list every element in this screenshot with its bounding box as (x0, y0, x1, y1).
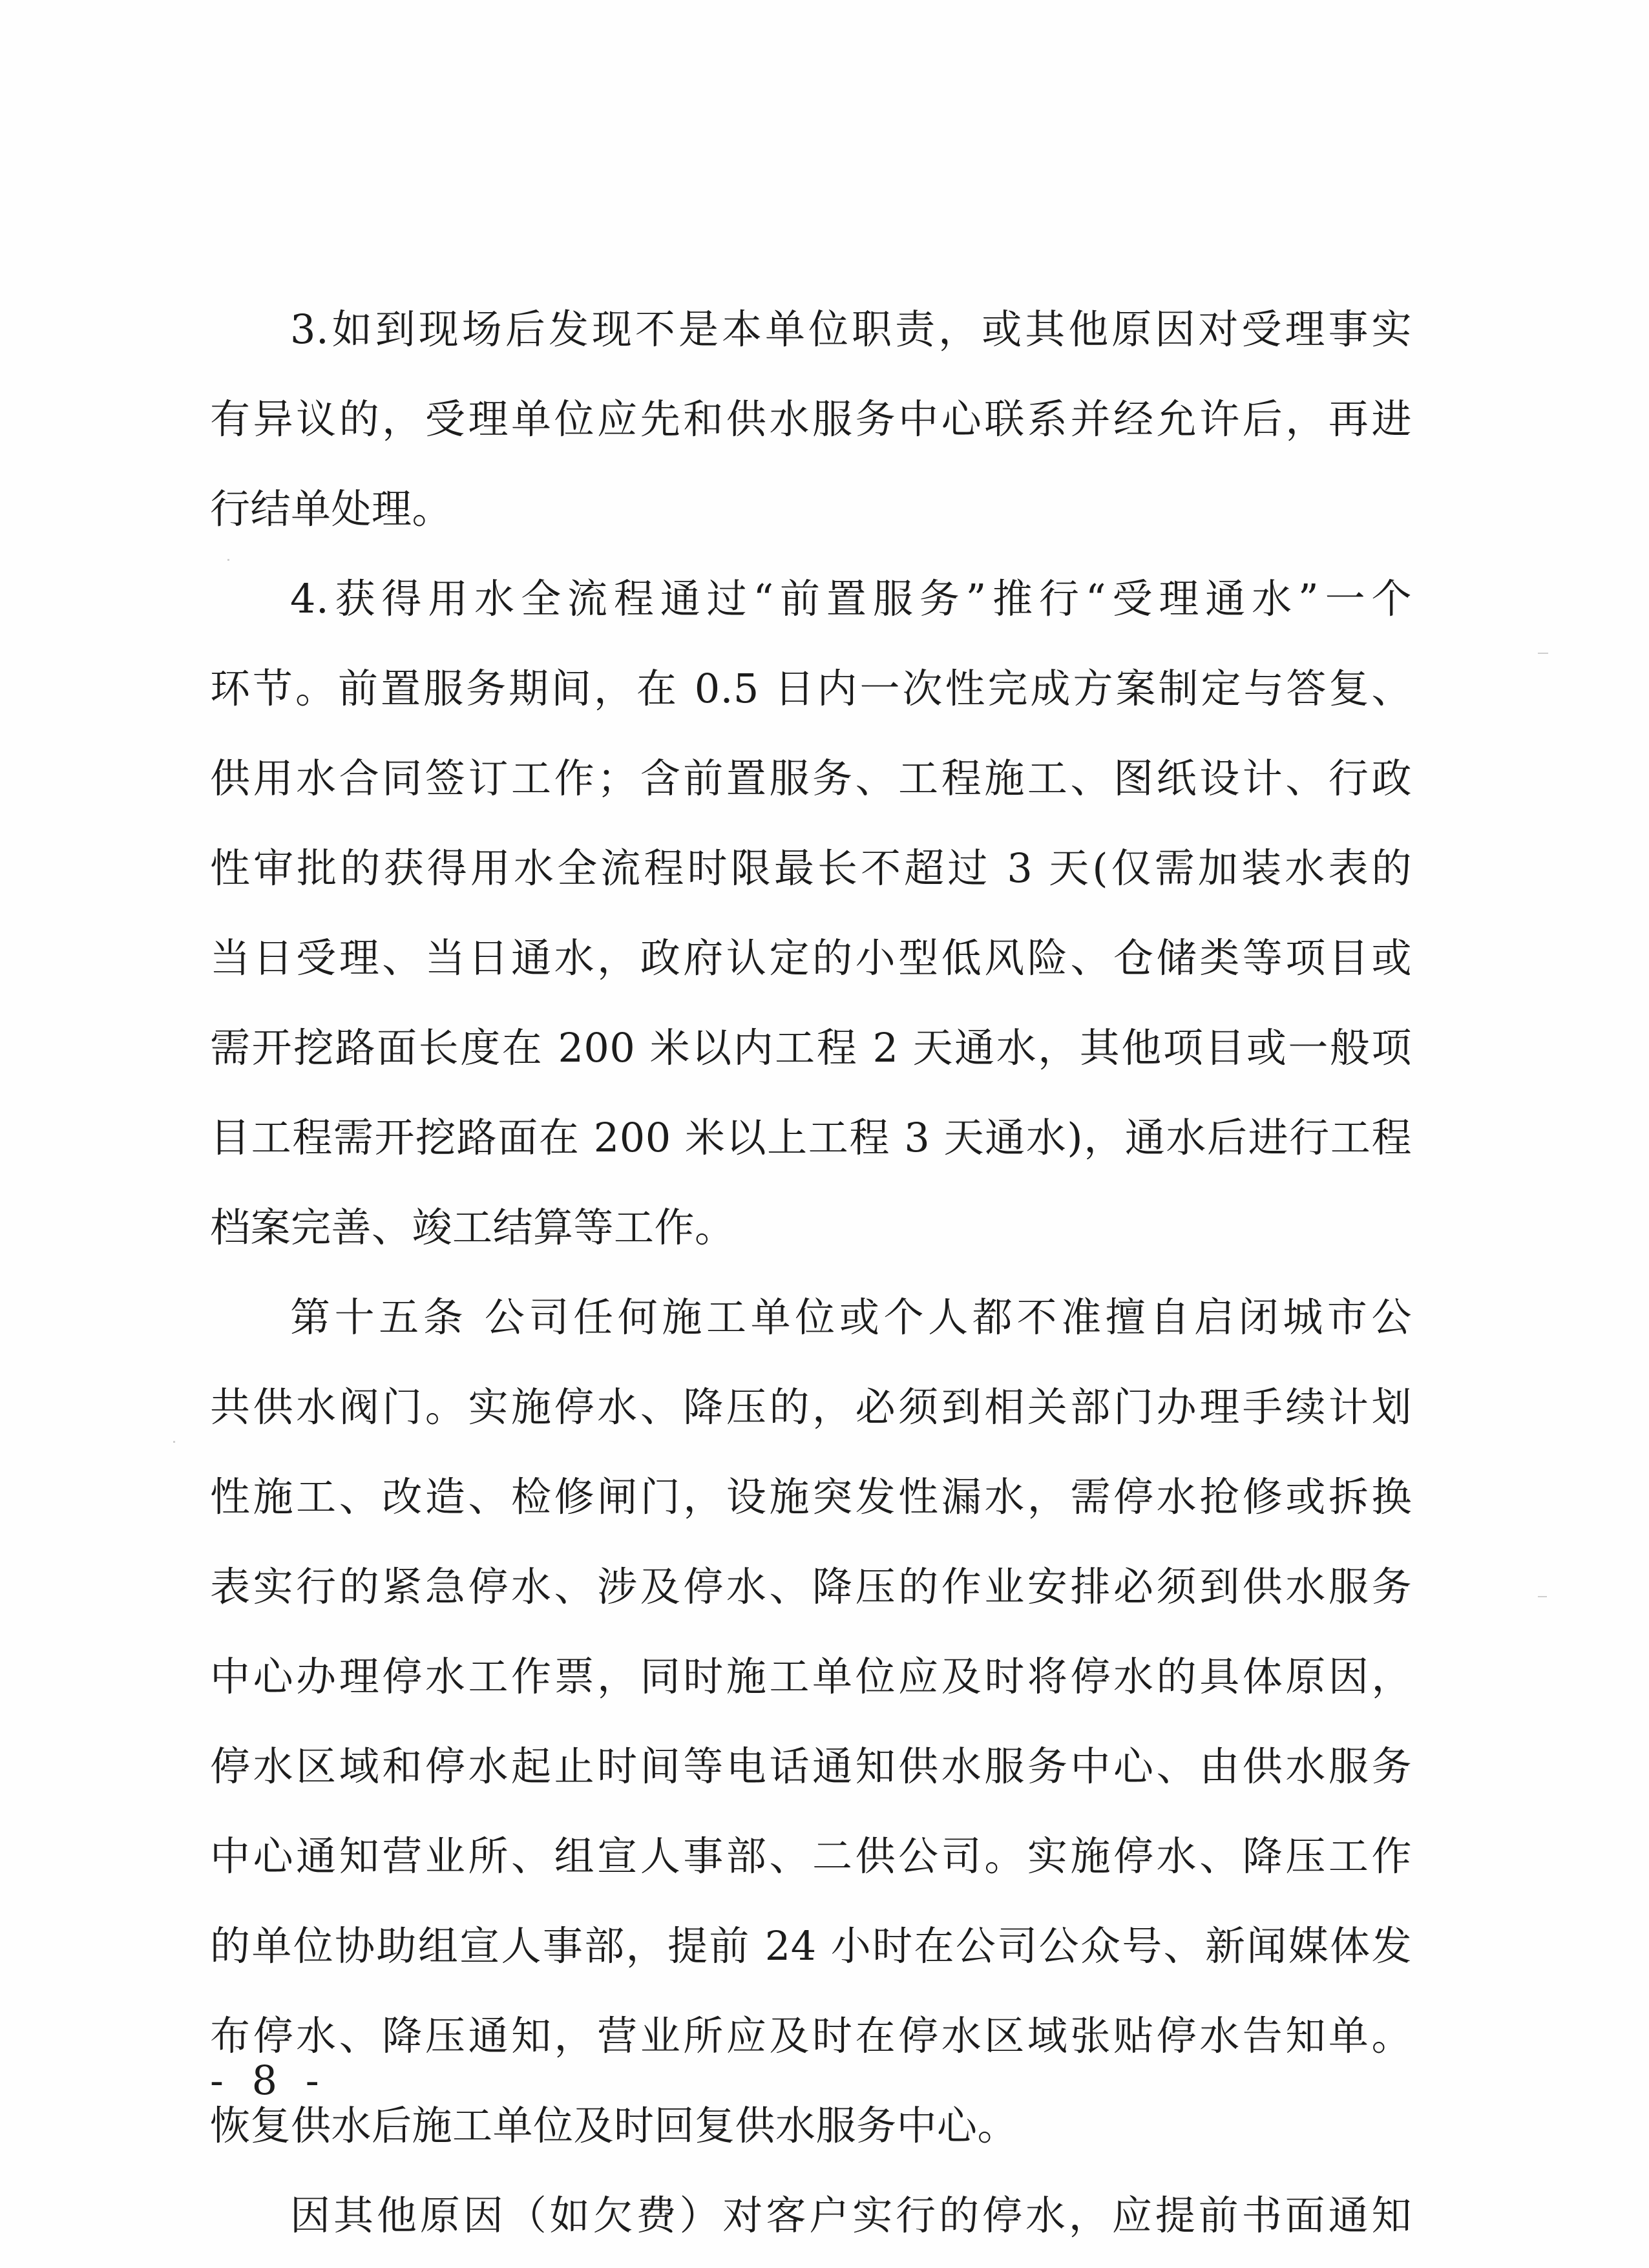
paragraph-3-line-3: 性施工、改造、检修闸门，设施突发性漏水，需停水抢修或拆换 (210, 1473, 1412, 1520)
paragraph-3-line-10: 恢复供水后施工单位及时回复供水服务中心。 (210, 2102, 1018, 2149)
paragraph-3-line-1: 第十五条 公司任何施工单位或个人都不准擅自启闭城市公 (290, 1294, 1412, 1341)
paragraph-1-line-2: 有异议的，受理单位应先和供水服务中心联系并经允许后，再进 (210, 395, 1412, 443)
paragraph-2-line-7: 目工程需开挖路面在 200 米以上工程 3 天通水)，通水后进行工程 (210, 1114, 1412, 1161)
paragraph-2-line-1: 4.获得用水全流程通过“前置服务”推行“受理通水”一个 (290, 575, 1412, 622)
scan-speck (173, 1441, 175, 1443)
paragraph-1-line-1: 3.如到现场后发现不是本单位职责，或其他原因对受理事实 (290, 306, 1412, 353)
scan-speck (227, 559, 229, 561)
paragraph-3-line-6: 停水区域和停水起止时间等电话通知供水服务中心、由供水服务 (210, 1743, 1412, 1790)
paragraph-3-line-2: 共供水阀门。实施停水、降压的，必须到相关部门办理手续计划 (210, 1383, 1412, 1431)
paragraph-2-line-4: 性审批的获得用水全流程时限最长不超过 3 天(仅需加装水表的 (210, 845, 1412, 892)
paragraph-2-line-2: 环节。前置服务期间，在 0.5 日内一次性完成方案制定与答复、 (210, 665, 1412, 712)
paragraph-4-line-1: 因其他原因（如欠费）对客户实行的停水，应提前书面通知 (290, 2192, 1412, 2239)
paragraph-3-line-5: 中心办理停水工作票，同时施工单位应及时将停水的具体原因， (210, 1653, 1412, 1700)
document-body (210, 284, 1412, 2260)
paragraph-2-line-8: 档案完善、竣工结算等工作。 (210, 1204, 735, 1251)
scan-speck (1538, 653, 1548, 654)
paragraph-3-line-7: 中心通知营业所、组宣人事部、二供公司。实施停水、降压工作 (210, 1832, 1412, 1880)
paragraph-3-line-4: 表实行的紧急停水、涉及停水、降压的作业安排必须到供水服务 (210, 1563, 1412, 1610)
page-number: - 8 - (210, 2057, 327, 2104)
paragraph-2-line-6: 需开挖路面长度在 200 米以内工程 2 天通水，其他项目或一般项 (210, 1024, 1412, 1071)
paragraph-3-line-8: 的单位协助组宣人事部，提前 24 小时在公司公众号、新闻媒体发 (210, 1922, 1412, 1969)
paragraph-1-line-3: 行结单处理。 (210, 485, 453, 532)
paragraph-2-line-3: 供用水合同签订工作；含前置服务、工程施工、图纸设计、行政 (210, 755, 1412, 802)
paragraph-2-line-5: 当日受理、当日通水，政府认定的小型低风险、仓储类等项目或 (210, 934, 1412, 982)
paragraph-3-line-9: 布停水、降压通知，营业所应及时在停水区域张贴停水告知单。 (210, 2012, 1412, 2059)
scan-speck (1538, 1596, 1547, 1597)
